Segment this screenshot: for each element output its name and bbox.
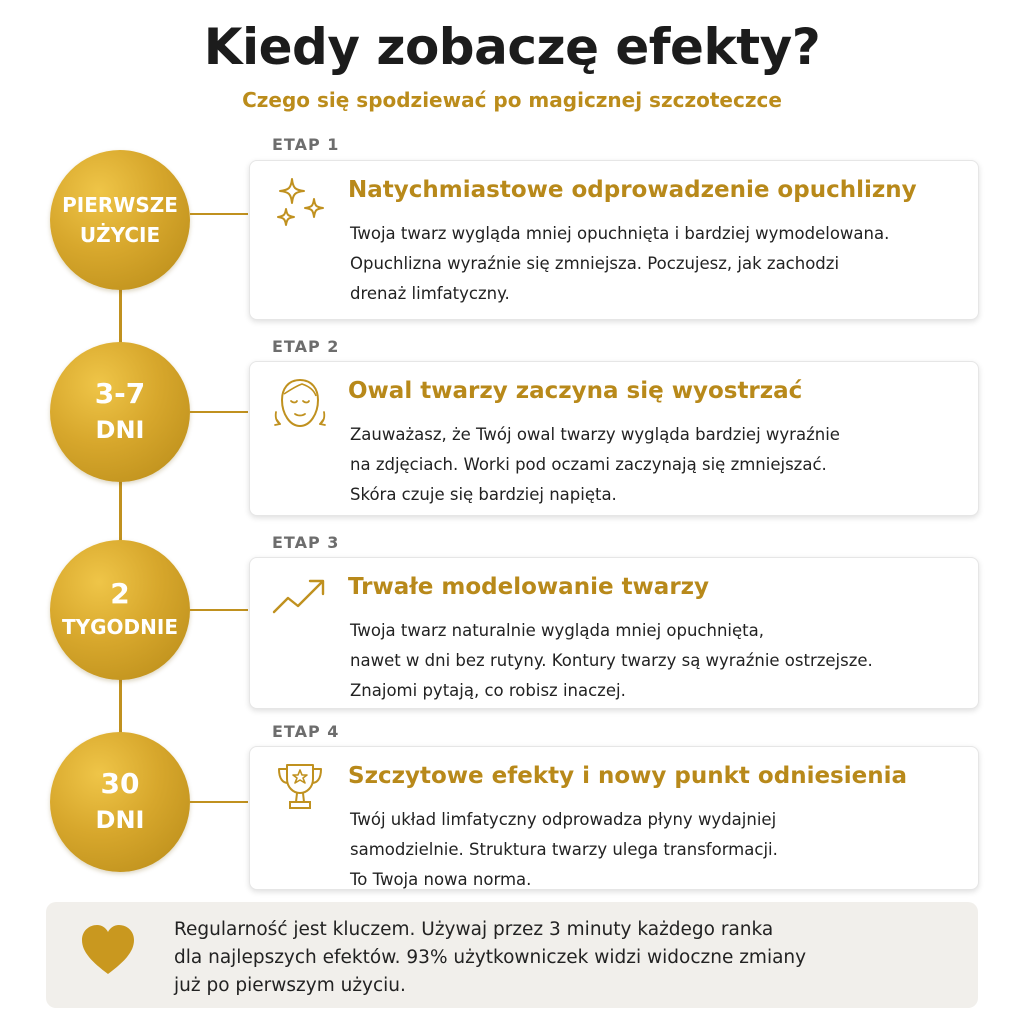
sparkles-icon (270, 175, 330, 235)
stage-4-card (249, 746, 979, 890)
trend-up-icon (270, 568, 330, 628)
footer-line: już po pierwszym użyciu. (174, 975, 406, 996)
stage-3-label: ETAP 3 (272, 533, 340, 552)
footer-line: dla najlepszych efektów. 93% użytkowniczek widzi widoczne zmiany (174, 947, 807, 968)
stage-1-desc-line: Opuchlizna wyraźnie się zmniejsza. Poczujesz, jak zachodzi (350, 254, 840, 273)
stage-2-card (249, 361, 979, 516)
stage-4-desc-line: samodzielnie. Struktura twarzy ulega transformacji. (350, 840, 778, 859)
stage-4-circle-line-1: 30 (100, 767, 140, 800)
stage-2-desc-line: Skóra czuje się bardziej napięta. (350, 485, 617, 504)
stage-3-desc-line: Znajomi pytają, co robisz inaczej. (350, 681, 626, 700)
stage-4-circle-line-2: DNI (95, 806, 145, 834)
stage-1-description (350, 219, 960, 309)
stage-2-circle-line-1: 3-7 (94, 377, 146, 410)
stage-2-connector (190, 411, 248, 413)
stage-3-description (350, 616, 960, 706)
stage-1-desc-line: drenaż limfatyczny. (350, 284, 510, 303)
stage-1-connector (190, 213, 248, 215)
stage-2-circle-line-2: DNI (95, 416, 145, 444)
stage-4-description (350, 805, 960, 895)
stage-1-circle (50, 150, 190, 290)
stage-2-label: ETAP 2 (272, 337, 340, 356)
stage-3-desc-line: nawet w dni bez rutyny. Kontury twarzy są wyraźnie ostrzejsze. (350, 651, 873, 670)
page-title: Kiedy zobaczę efekty? (203, 18, 821, 76)
stage-4-label: ETAP 4 (272, 722, 340, 741)
footer-text (174, 916, 806, 1000)
footer-note (46, 902, 978, 1008)
stage-2-desc-line: na zdjęciach. Worki pod oczami zaczynają się zmniejszać. (350, 455, 827, 474)
stage-4-connector (190, 801, 248, 803)
stage-4-desc-line: Twój układ limfatyczny odprowadza płyny wydajniej (350, 810, 777, 829)
stage-4-circle (50, 732, 190, 872)
face-icon (270, 374, 330, 434)
stage-1-desc-line: Twoja twarz wygląda mniej opuchnięta i bardziej wymodelowana. (350, 224, 890, 243)
stage-3-connector (190, 609, 248, 611)
stage-2-title: Owal twarzy zaczyna się wyostrzać (348, 378, 803, 404)
stage-1-title: Natychmiastowe odprowadzenie opuchlizny (348, 177, 917, 203)
stage-1-label: ETAP 1 (272, 135, 340, 154)
stage-2-circle (50, 342, 190, 482)
stage-2-description (350, 420, 960, 510)
stage-1-circle-line-2: UŻYCIE (79, 223, 161, 247)
trophy-icon (270, 757, 330, 817)
stage-3-title: Trwałe modelowanie twarzy (348, 574, 710, 600)
footer-line: Regularność jest kluczem. Używaj przez 3 minuty każdego ranka (174, 919, 774, 940)
stage-4-desc-line: To Twoja nowa norma. (350, 870, 532, 889)
stage-3-circle (50, 540, 190, 680)
stage-3-circle-line-2: TYGODNIE (62, 615, 178, 639)
stage-4-title: Szczytowe efekty i nowy punkt odniesienia (348, 763, 908, 789)
stage-1-circle-line-1: PIERWSZE (62, 193, 178, 217)
stage-3-circle-line-1: 2 (110, 577, 130, 610)
stage-3-card (249, 557, 979, 709)
stage-2-desc-line: Zauważasz, że Twój owal twarzy wygląda bardziej wyraźnie (350, 425, 840, 444)
timeline-line (119, 200, 122, 800)
stage-3-desc-line: Twoja twarz naturalnie wygląda mniej opuchnięta, (350, 621, 764, 640)
page-subtitle: Czego się spodziewać po magicznej szczoteczce (242, 88, 782, 112)
stage-1-card (249, 160, 979, 320)
heart-icon (78, 920, 138, 980)
